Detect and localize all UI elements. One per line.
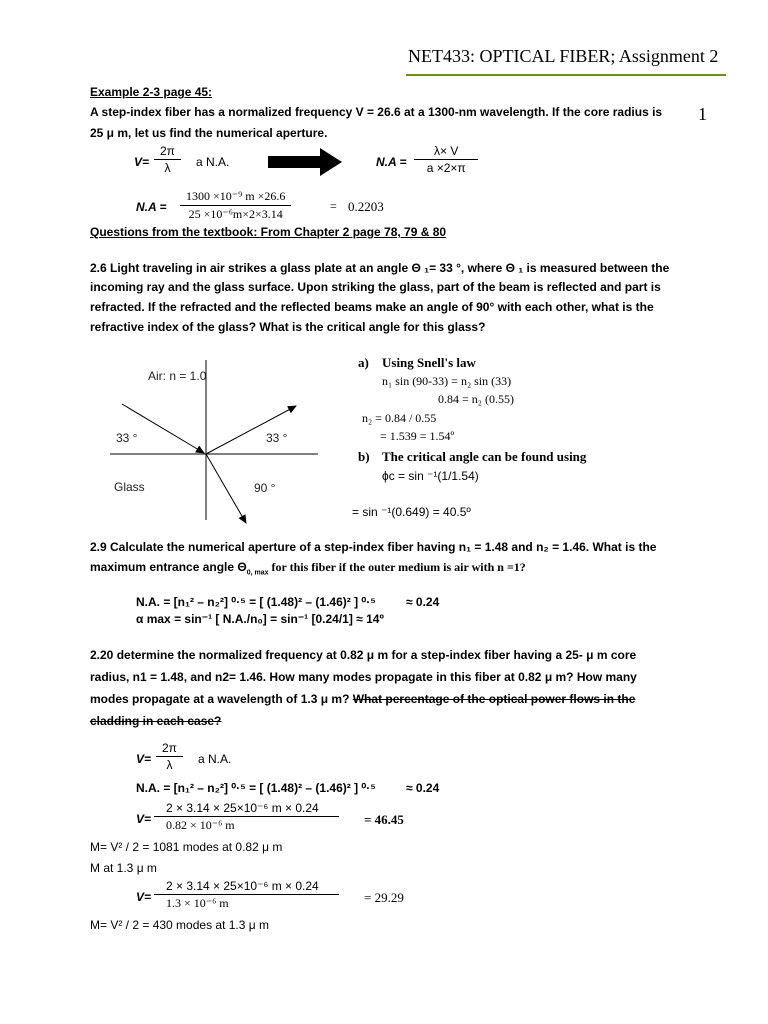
q29-line-1: 2.9 Calculate the numerical aperture of a step-index fiber having n₁ = 1.48 and n₂ = 1.46. What is the — [90, 540, 657, 554]
fig-bottom-angle: 90 ° — [254, 481, 276, 495]
v-denominator: λ — [164, 161, 171, 175]
page-header-title: NET433: OPTICAL FIBER; Assignment 2 — [408, 46, 719, 66]
q220-line-4: cladding in each case? — [90, 714, 222, 728]
q220-v1-result: = 46.45 — [364, 812, 404, 827]
v-label: V= — [134, 155, 150, 169]
example-heading: Example 2-3 page 45: — [90, 85, 213, 99]
header-rule — [406, 74, 726, 76]
na-numerator: λ× V — [414, 144, 478, 160]
q220-line-3 — [90, 692, 635, 706]
questions-heading: Questions from the textbook: From Chapter 2 page 78, 79 & 80 — [90, 225, 447, 239]
q26-line-2: incoming ray and the glass surface. Upon striking the glass, part of the beam is reflected and part is — [90, 280, 661, 294]
q29-line-2-sub: 0, max — [246, 569, 269, 577]
q220-line-2: radius, n1 = 1.48, and n2= 1.46. How many modes propagate in this fiber at 0.82 μ m? How many — [90, 670, 637, 684]
q29-eq-1-result: ≈ 0.24 — [406, 595, 440, 609]
implies-arrow-icon — [268, 148, 344, 176]
q220-line-3-a: modes propagate at a wavelength of 1.3 μ m? — [90, 692, 353, 706]
example-line-1: A step-index fiber has a normalized frequency V = 26.6 at a 1300-nm wavelength. If the core radius is — [90, 105, 663, 119]
q29-eq-1: N.A. = [n₁² – n₂²] ⁰·⁵ = [ (1.48)² – (1.46)² ] ⁰·⁵ — [136, 595, 376, 609]
q220-line-1: 2.20 determine the normalized frequency at 0.82 μ m for a step-index fiber having a 25- μ m core — [90, 648, 637, 662]
na2-fraction — [180, 189, 291, 222]
na2-numerator: 1300 ×10⁻⁹ m ×26.6 — [180, 189, 291, 206]
na2-result: 0.2203 — [348, 199, 384, 214]
q29-line-2-b: for this fiber if the outer medium is air with n =1? — [268, 560, 526, 574]
q220-v2-result: = 29.29 — [364, 890, 404, 905]
reflected-ray — [206, 406, 296, 454]
na2-equals: = — [330, 199, 337, 213]
v-numerator: 2π — [154, 144, 181, 160]
q29-eq-2: α max = sin⁻¹ [ N.A./n₀] = sin⁻¹ [0.24/1] ≈ 14º — [136, 612, 384, 626]
q220-na-result: ≈ 0.24 — [406, 781, 440, 795]
q26-eq-4: = 1.539 = 1.54º — [380, 429, 455, 443]
q220-m-at: M at 1.3 μ m — [90, 861, 157, 875]
v-rhs: a N.A. — [196, 155, 230, 169]
q220-v-numerator: 2π — [156, 741, 183, 757]
q220-v-rhs: a N.A. — [198, 752, 232, 766]
q26-line-1: 2.6 Light traveling in air strikes a glass plate at an angle Θ ₁= 33 °, where Θ ₁ is measured between the — [90, 261, 670, 275]
q26-line-3: refracted. If the refracted and the reflected beams make an angle of 90° with each other, what is the — [90, 300, 654, 314]
q220-v-fraction — [156, 741, 183, 772]
fig-air-label: Air: n = 1.0 — [148, 369, 207, 383]
na2-denominator: 25 ×10⁻⁶m×2×3.14 — [188, 207, 283, 221]
q26-line-4: refractive index of the glass? What is the critical angle for this glass? — [90, 320, 486, 334]
q29-line-2-a: maximum entrance angle Θ — [90, 560, 247, 574]
q29-line-2 — [90, 560, 526, 575]
q26-a-label: a) — [358, 355, 369, 370]
q220-v1-fraction — [154, 801, 339, 833]
q26-eq-5: ϕc = sin ⁻¹(1/1.54) — [382, 469, 479, 483]
q220-v1-numerator: 2 × 3.14 × 25×10⁻⁶ m × 0.24 — [154, 801, 339, 817]
q220-v-label: V= — [136, 752, 152, 766]
na-label: N.A = — [376, 155, 407, 169]
q220-v2-numerator: 2 × 3.14 × 25×10⁻⁶ m × 0.24 — [154, 879, 339, 895]
q220-v2-fraction — [154, 879, 339, 911]
na2-label: N.A = — [136, 200, 167, 214]
v-fraction — [154, 144, 181, 175]
q26-b-label: b) — [358, 449, 370, 464]
fig-right-angle: 33 ° — [266, 431, 288, 445]
q220-m2: M= V² / 2 = 430 modes at 1.3 μ m — [90, 918, 269, 932]
na-denominator: a ×2×π — [426, 161, 466, 175]
q26-eq-3: n₂ = 0.84 / 0.55 — [362, 411, 437, 425]
q220-v1-denominator: 0.82 × 10⁻⁶ m — [166, 818, 235, 832]
q220-line-3-strike: What percentage of the optical power flows in the — [352, 692, 636, 706]
fig-left-angle: 33 ° — [116, 431, 138, 445]
q26-a-text: Using Snell's law — [382, 355, 476, 370]
q220-v2-denominator: 1.3 × 10⁻⁶ m — [166, 896, 229, 910]
example-line-2: 25 μ m, let us find the numerical aperture. — [90, 126, 328, 140]
fig-glass-label: Glass — [114, 480, 145, 494]
q220-na-eq: N.A. = [n₁² – n₂²] ⁰·⁵ = [ (1.48)² – (1.46)² ] ⁰·⁵ — [136, 781, 376, 795]
na-fraction — [414, 144, 478, 175]
q220-v-denominator: λ — [166, 758, 173, 772]
q26-eq-6: = sin ⁻¹(0.649) = 40.5º — [352, 505, 471, 519]
page-number: 1 — [698, 104, 707, 124]
q26-eq-1: n₁ sin (90-33) = n₂ sin (33) — [382, 374, 512, 388]
refracted-ray — [206, 454, 246, 523]
q26-b-text: The critical angle can be found using — [382, 449, 587, 464]
q220-v1-label: V= — [136, 812, 152, 826]
q220-v2-label: V= — [136, 890, 152, 904]
refraction-diagram — [110, 360, 330, 530]
incident-ray — [122, 404, 204, 453]
q220-m1: M= V² / 2 = 1081 modes at 0.82 μ m — [90, 840, 283, 854]
q26-eq-2: 0.84 = n₂ (0.55) — [438, 392, 514, 406]
